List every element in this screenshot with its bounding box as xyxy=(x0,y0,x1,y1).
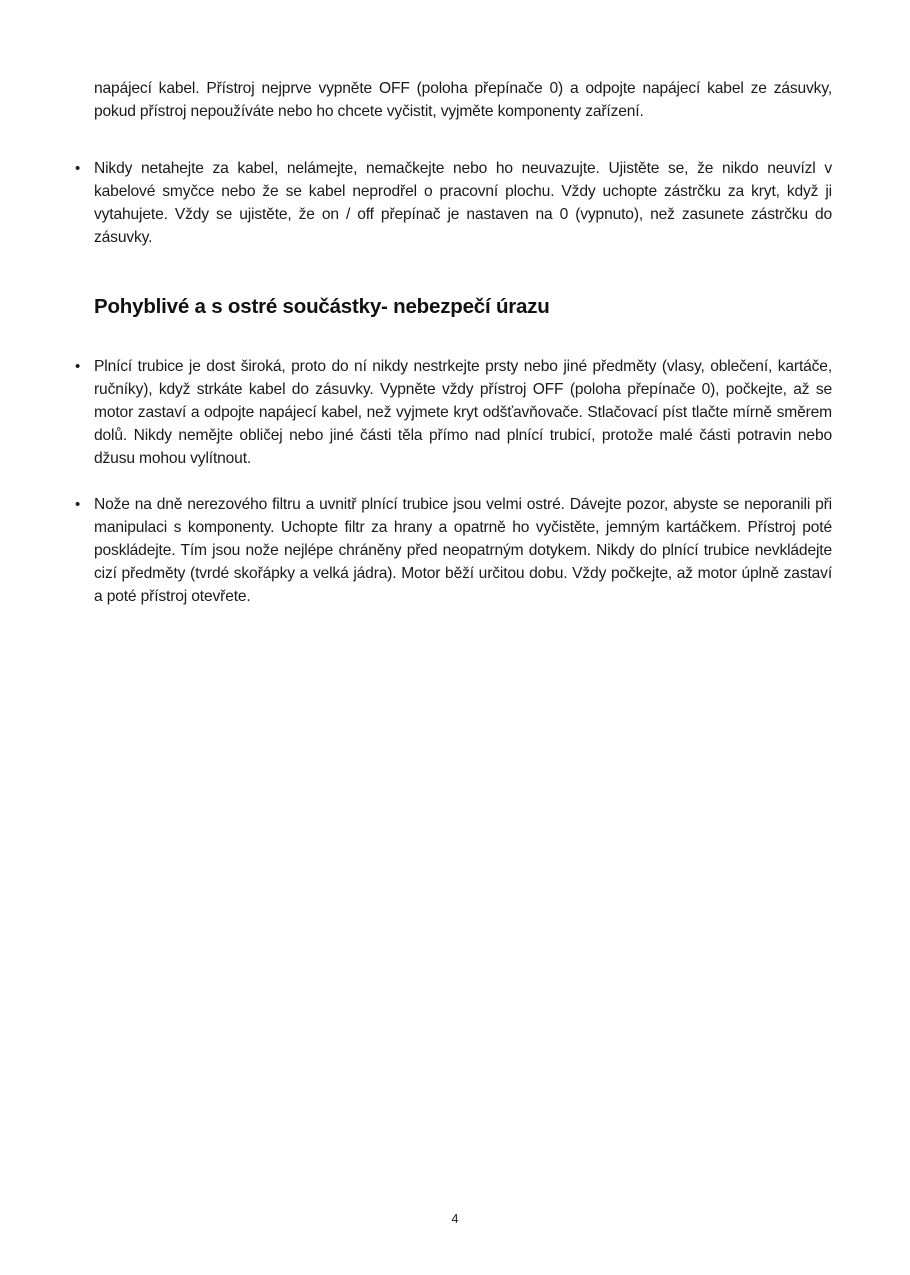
bullet-item-cable-safety xyxy=(75,157,832,249)
bullet-icon: • xyxy=(75,358,81,375)
section-heading: Pohyblivé a s ostré součástky- nebezpečí úrazu xyxy=(94,295,550,318)
page-number: 4 xyxy=(451,1212,459,1226)
bullet-icon: • xyxy=(75,160,81,177)
bullet-text: Nože na dně nerezového filtru a uvnitř plnící trubice jsou velmi ostré. Dávejte pozor, abyste se neporanili při manipulaci s komponenty. Uchopte filtr za hrany a opatrně ho vyčistěte, jemným kartáčkem. Přístroj poté poskládejte. Tím jsou nože nejlépe chráněny před neopatrným dotykem. Nikdy do plnící trubice nevkládejte cizí předměty (tvrdé skořápky a velká jádra). Motor běží určitou dobu. Vždy počkejte, až motor úplně zastaví a poté přístroj otevřete. xyxy=(94,496,832,605)
bullet-icon: • xyxy=(75,496,81,513)
bullet-text: Nikdy netahejte za kabel, nelámejte, nemačkejte nebo ho neuvazujte. Ujistěte se, že nikdo neuvízl v kabelové smyčce nebo že se kabel neprodřel o pracovní plochu. Vždy uchopte zástrčku za kryt, když ji vytahujete. Vždy se ujistěte, že on / off přepínač je nastaven na 0 (vypnuto), než zasunete zástrčku do zásuvky. xyxy=(94,160,832,246)
continuation-paragraph: napájecí kabel. Přístroj nejprve vypněte OFF (poloha přepínače 0) a odpojte napájecí kabel ze zásuvky, pokud přístroj nepoužíváte nebo ho chcete vyčistit, vyjměte komponenty zařízení. xyxy=(94,80,832,120)
bullet-item-feed-tube xyxy=(75,355,832,470)
bullet-item-sharp-blades xyxy=(75,493,832,608)
bullet-text: Plnící trubice je dost široká, proto do ní nikdy nestrkejte prsty nebo jiné předměty (vlasy, oblečení, kartáče, ručníky), když strkáte kabel do zásuvky. Vypněte vždy přístroj OFF (poloha přepínače 0), počkejte, až se motor zastaví a odpojte napájecí kabel, než vyjmete kryt odšťavňovače. Stlačovací píst tlačte mírně směrem dolů. Nikdy nemějte obličej nebo jiné části těla přímo nad plnící trubicí, protože malé části potravin nebo džusu mohou vylítnout. xyxy=(94,358,832,467)
